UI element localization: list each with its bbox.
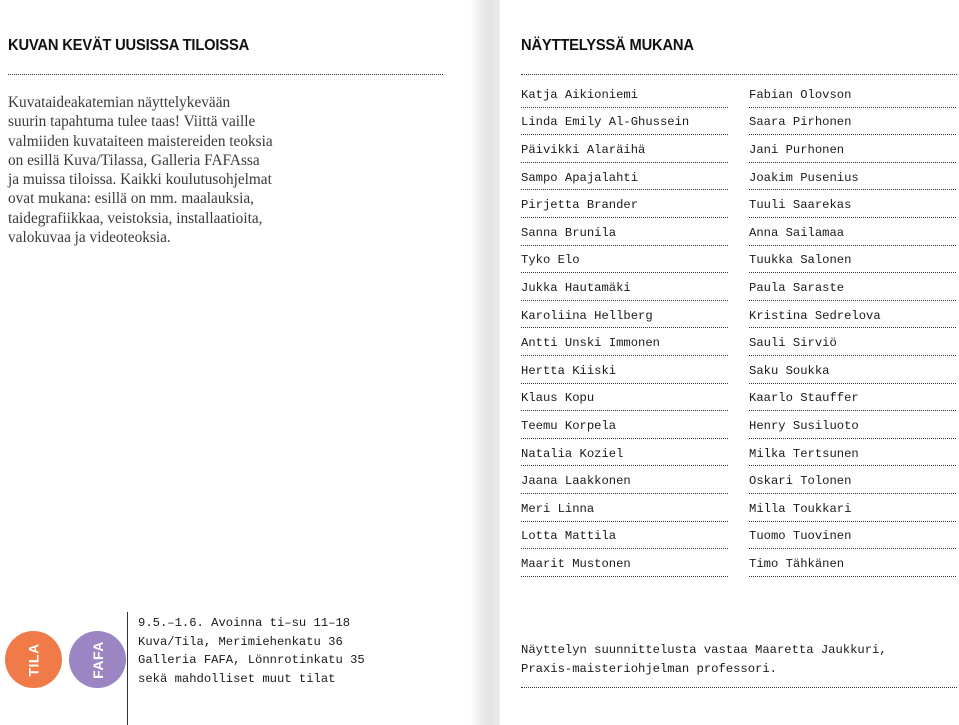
participant-name: Jukka Hautamäki xyxy=(521,273,728,301)
participant-name: Klaus Kopu xyxy=(521,384,728,412)
participant-name: Maarit Mustonen xyxy=(521,549,728,577)
intro-line: ovat mukana: esillä on mm. maalauksia, xyxy=(8,190,254,208)
fafa-badge xyxy=(69,631,126,688)
intro-line: taidegrafiikkaa, veistoksia, installaatioita, xyxy=(8,209,263,227)
credits-divider xyxy=(521,687,957,688)
hours-line: 9.5.–1.6. Avoinna ti–su 11–18 xyxy=(138,616,351,630)
right-heading: NÄYTTELYSSÄ MUKANA xyxy=(521,37,694,54)
intro-line: suurin tapahtuma tulee taas! Viittä vaille xyxy=(8,113,256,131)
left-heading-divider xyxy=(8,74,443,75)
credits xyxy=(521,641,887,678)
credits-line: Praxis-maisteriohjelman professori. xyxy=(521,661,777,676)
participant-name: Oskari Tolonen xyxy=(749,466,956,494)
participant-name: Saku Soukka xyxy=(749,356,956,384)
participant-name: Teemu Korpela xyxy=(521,411,728,439)
info-divider xyxy=(127,612,128,725)
tila-badge xyxy=(5,631,62,688)
participant-name: Jani Purhonen xyxy=(749,135,956,163)
left-heading: KUVAN KEVÄT UUSISSA TILOISSA xyxy=(8,37,250,54)
credits-line: Näyttelyn suunnittelusta vastaa Maaretta Jaukkuri, xyxy=(521,643,887,657)
intro-line: valokuvaa ja videoteoksia. xyxy=(8,229,171,247)
hours-line: sekä mahdolliset muut tilat xyxy=(138,671,336,686)
participant-name: Paula Saraste xyxy=(749,273,956,301)
participant-name: Sampo Apajalahti xyxy=(521,163,728,191)
participant-name: Sauli Sirviö xyxy=(749,328,956,356)
participant-name: Sanna Brunila xyxy=(521,218,728,246)
participant-name: Tuomo Tuovinen xyxy=(749,522,956,550)
participant-name: Jaana Laakkonen xyxy=(521,466,728,494)
right-page xyxy=(500,0,959,725)
intro-line: on esillä Kuva/Tilassa, Galleria FAFAssa xyxy=(8,151,260,169)
participant-name: Anna Sailamaa xyxy=(749,218,956,246)
opening-hours xyxy=(138,614,365,688)
participant-name: Timo Tähkänen xyxy=(749,549,956,577)
participant-name: Milla Toukkari xyxy=(749,494,956,522)
intro-paragraph xyxy=(8,93,308,247)
participant-name: Hertta Kiiski xyxy=(521,356,728,384)
participant-name: Joakim Pusenius xyxy=(749,163,956,191)
participant-name: Antti Unski Immonen xyxy=(521,328,728,356)
participant-name: Fabian Olovson xyxy=(749,80,956,108)
participant-name: Tuukka Salonen xyxy=(749,246,956,274)
participant-name: Natalia Koziel xyxy=(521,439,728,467)
participant-name: Linda Emily Al-Ghussein xyxy=(521,108,728,136)
intro-line: valmiiden kuvataiteen maistereiden teoksia xyxy=(8,132,273,150)
tila-badge-label: TILA xyxy=(25,642,42,677)
participant-name: Karoliina Hellberg xyxy=(521,301,728,329)
intro-line: Kuvataideakatemian näyttelykevään xyxy=(8,94,231,111)
participant-name: Pirjetta Brander xyxy=(521,190,728,218)
participant-name: Henry Susiluoto xyxy=(749,411,956,439)
participant-name: Milka Tertsunen xyxy=(749,439,956,467)
fafa-badge-label: FAFA xyxy=(89,640,106,679)
participant-name: Päivikki Alaräihä xyxy=(521,135,728,163)
hours-line: Kuva/Tila, Merimiehenkatu 36 xyxy=(138,634,343,649)
participant-name: Katja Aikioniemi xyxy=(521,80,728,108)
participant-name: Tuuli Saarekas xyxy=(749,190,956,218)
hours-line: Galleria FAFA, Lönnrotinkatu 35 xyxy=(138,653,365,668)
participants-column-left xyxy=(521,80,728,577)
participant-name: Meri Linna xyxy=(521,494,728,522)
participants-column-right xyxy=(749,80,956,577)
participant-name: Lotta Mattila xyxy=(521,522,728,550)
participant-name: Tyko Elo xyxy=(521,246,728,274)
participant-name: Kaarlo Stauffer xyxy=(749,384,956,412)
participant-name: Saara Pirhonen xyxy=(749,108,956,136)
participant-name: Kristina Sedrelova xyxy=(749,301,956,329)
intro-line: ja muissa tiloissa. Kaikki koulutusohjelmat xyxy=(8,171,272,189)
right-heading-divider xyxy=(521,74,957,75)
